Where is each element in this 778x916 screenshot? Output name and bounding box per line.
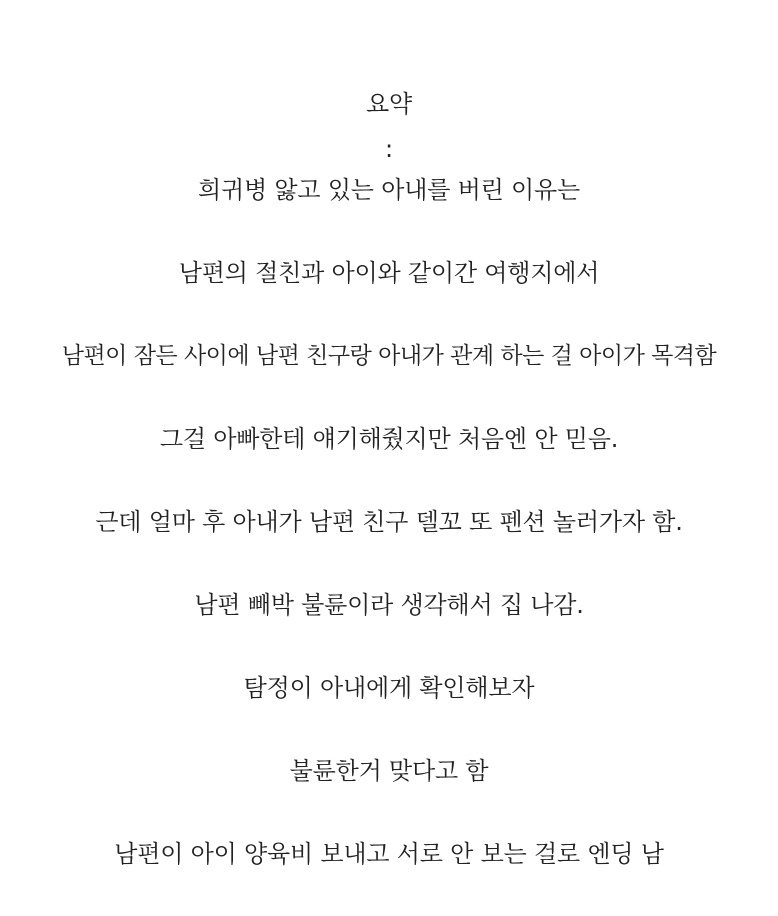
text-line-1: 희귀병 앓고 있는 아내를 버린 이유는: [198, 176, 580, 204]
text-line-5: 근데 얼마 후 아내가 남편 친구 델꼬 또 펜션 놀러가자 함.: [95, 508, 683, 536]
summary-heading: 요약: [366, 90, 412, 118]
text-line-6: 남편 빼박 불륜이라 생각해서 집 나감.: [194, 591, 584, 619]
text-line-9: 남편이 아이 양육비 보내고 서로 안 보는 걸로 엔딩 남: [114, 840, 664, 868]
summary-colon: :: [385, 135, 393, 163]
text-line-2: 남편의 절친과 아이와 같이간 여행지에서: [178, 259, 600, 287]
text-line-8: 불륜한거 맞다고 함: [289, 757, 489, 785]
text-line-4: 그걸 아빠한테 얘기해줬지만 처음엔 안 믿음.: [159, 425, 619, 453]
text-line-3: 남편이 잠든 사이에 남편 친구랑 아내가 관계 하는 걸 아이가 목격함: [61, 343, 717, 369]
text-line-7: 탐정이 아내에게 확인해보자: [243, 674, 535, 702]
